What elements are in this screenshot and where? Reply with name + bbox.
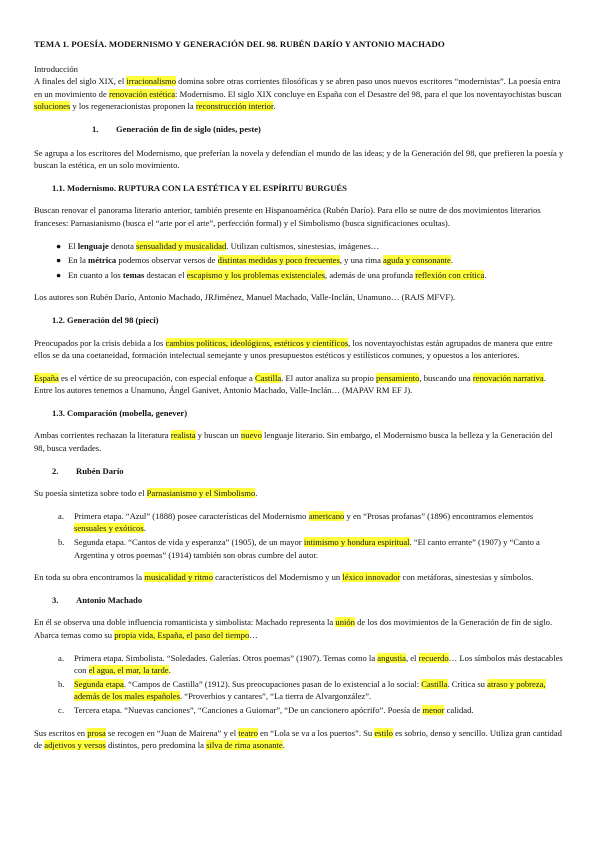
text-run: temas: [122, 269, 145, 280]
text-run: , buscando una: [419, 372, 473, 383]
text-run: y en “Prosas profanas” (1896) encontramos elementos: [344, 510, 534, 521]
list-marker: a.: [58, 652, 64, 663]
text-run: Ambas corrientes rechazan la literatura: [34, 430, 171, 441]
text-run: , y una rima: [339, 255, 384, 266]
text-run: . Utilizan cultismos, sinestesias, imágenes…: [226, 240, 380, 251]
intro-label: Introducción: [34, 63, 78, 74]
highlight: sensuales y exóticos: [74, 523, 144, 534]
section-title: Generación de fin de siglo (nides, peste): [116, 123, 261, 134]
subsection-heading-1-2: 1.2. Generación del 98 (pieci): [52, 314, 159, 325]
text-run: , el: [405, 652, 419, 663]
highlight: el agua, el mar, la tarde: [88, 665, 169, 676]
highlight: recuerdo: [418, 652, 449, 663]
text-run: En él se observa una doble influencia romanticista y simbolista: Machado representa la: [34, 617, 336, 628]
text-run: Sus escritos en: [34, 727, 88, 738]
list-item: [56, 254, 565, 267]
text-run: domina sobre otras corrientes filosóficas y se abren paso unos nuevos escritores “modernistas”. La poesía entra en un movimiento de: [34, 76, 561, 99]
text-run: , los noventayochistas están agrupados de manera que entre ellos se da una coetaneidad, formación intelectual semejante y unos presupuestos estéticos y estilísticos comunes, y opuestos a los anteriores.: [34, 337, 553, 361]
text-run: . “Proverbios y cantares”, “La tierra de Alvargonzález”.: [179, 691, 372, 702]
highlight: escapismo y los problemas existenciales: [186, 269, 326, 280]
bullet-icon: ●: [56, 240, 62, 251]
text-run: es sobrio, denso y sencillo. Utiliza gran cantidad de: [34, 727, 562, 751]
list-item: [58, 704, 565, 717]
list-marker: b.: [58, 678, 65, 689]
highlight: Parnasianismo y el Simbolismo: [146, 488, 256, 499]
highlight: sensualidad y musicalidad: [136, 240, 227, 251]
text-run: En cuanto a los: [68, 269, 123, 280]
section-heading-2: [34, 465, 565, 478]
text-run: En toda su obra encontramos la: [34, 572, 145, 583]
text-run: . El autor analiza su propio: [281, 372, 376, 383]
highlight: renovación narrativa: [472, 372, 544, 383]
text-run: Tercera etapa. “Nuevas canciones”, “Canciones a Guiomar”, “De un cancionero apócrifo”. Poesía de: [74, 704, 423, 715]
highlight: estilo: [374, 727, 393, 738]
highlight: prosa: [87, 727, 106, 738]
text-run: En la: [68, 255, 89, 266]
feature-list: [34, 240, 565, 282]
section-2-paragraph-2: [34, 571, 565, 584]
text-run: .: [282, 740, 285, 751]
text-run: destacan el: [144, 269, 187, 280]
stages-list: [34, 510, 565, 561]
highlight: silva de rima asonante: [206, 740, 283, 751]
authors-line: Los autores son Rubén Darío, Antonio Machado, JRJiménez, Manuel Machado, Valle-Inclán, Unamuno… (RAJS MFVF).: [34, 292, 456, 303]
subsection-heading-1-1: 1.1. Modernismo. RUPTURA CON LA ESTÉTICA Y EL ESPÍRITU BURGUÉS: [52, 182, 347, 193]
text-run: lenguaje literario. Sin embargo, el Modernismo busca la belleza y la Generación del 98, busca verdades.: [34, 430, 553, 454]
highlight: irracionalismo: [126, 76, 177, 87]
list-item: [58, 510, 565, 535]
text-run: , además de una profunda: [325, 269, 416, 280]
highlight: teatro: [238, 727, 258, 738]
text-run: . “El canto errante” (1907) y “Canto a Argentina y otros poemas” (1914) también son obras cumbre del autor.: [74, 537, 540, 560]
highlight: menor: [422, 704, 445, 715]
text-run: . Entre los autores tenemos a Unamuno, Ángel Ganivet, Antonio Machado, Valle-Inclán… (MAPAV RM EF J).: [34, 372, 546, 396]
list-marker: a.: [58, 510, 64, 521]
section-heading-3: [34, 594, 565, 607]
highlight: aguda y consonante: [383, 255, 451, 266]
text-run: Preocupados por la crisis debida a los: [34, 337, 166, 348]
section-1-paragraph: Se agrupa a los escritores del Modernismo, que preferían la novela y defendían el mundo de las ideas; y de la Generación del 98, que prefieren la poesía y buscan la estética, en un solo movimiento.: [34, 147, 564, 171]
text-run: . Crítica su: [447, 678, 488, 689]
text-run: Su poesía sintetiza sobre todo el: [34, 488, 147, 499]
text-run: A finales del siglo XIX, el: [34, 76, 127, 87]
highlight: léxico innovador: [342, 572, 401, 583]
section-heading-1: [34, 123, 565, 136]
text-run: .: [168, 665, 171, 676]
text-run: … Los símbolos más destacables con: [74, 652, 563, 676]
stages-list: [34, 652, 565, 717]
highlight: musicalidad y ritmo: [144, 572, 214, 583]
text-run: .: [273, 101, 276, 112]
text-run: .: [450, 255, 453, 266]
highlight: distintas medidas y poco frecuentes: [217, 255, 340, 266]
highlight: propia vida, España, el paso del tiempo: [114, 630, 250, 640]
text-run: lenguaje: [77, 240, 109, 251]
text-run: El: [68, 240, 78, 251]
highlight: España: [34, 372, 59, 383]
section-number: 1.: [92, 123, 99, 134]
text-run: . “Campos de Castilla” (1912). Sus preocupaciones pasan de lo existencial a lo social:: [123, 678, 422, 689]
highlight: unión: [335, 617, 355, 628]
section-title: Antonio Machado: [76, 594, 143, 605]
text-run: en “Lola se va a los puertos”. Su: [257, 727, 375, 738]
list-item: [58, 678, 565, 703]
text-run: Segunda etapa. “Cantos de vida y esperanza” (1905), de un mayor: [74, 537, 304, 548]
text-run: es el vértice de su preocupación, con especial enfoque a: [58, 372, 255, 383]
list-marker: b.: [58, 537, 65, 548]
text-run: podemos observar versos de: [116, 255, 218, 266]
text-run: .: [143, 523, 146, 534]
highlight: nuevo: [240, 430, 262, 441]
text-run: métrica: [88, 255, 117, 266]
list-item: [58, 536, 565, 561]
section-number: 3.: [52, 594, 59, 605]
text-run: distintos, pero predomina la: [105, 740, 207, 751]
highlight: reconstrucción interior: [195, 101, 274, 112]
list-item: [56, 269, 565, 282]
text-run: de los dos movimientos de la Generación de fin de siglo. Abarca temas como su: [34, 617, 553, 640]
highlight: cambios políticos, ideológicos, estéticos y científicos: [165, 337, 349, 348]
highlight: pensamiento: [375, 372, 420, 383]
bullet-icon: ●: [56, 255, 62, 266]
intro-paragraph: [34, 75, 565, 113]
highlight: atraso y pobreza, además de los males españoles: [74, 678, 546, 702]
highlight: adjetivos y versos: [44, 740, 106, 751]
section-1-3-paragraph: [34, 429, 565, 454]
text-run: característicos del Modernismo y un: [213, 572, 343, 583]
bullet-icon: ●: [56, 269, 62, 280]
section-1-2-paragraph-2: [34, 372, 565, 397]
section-2-paragraph: [34, 487, 565, 500]
section-3-final-paragraph: [34, 727, 565, 752]
text-run: Primera etapa. Simbolista. “Soledades. Galerías. Otros poemas” (1907). Temas como la: [74, 652, 378, 663]
text-run: con metáforas, sinestesias y símbolos.: [400, 572, 534, 583]
text-run: .: [484, 269, 487, 280]
highlight: angustia: [377, 652, 406, 663]
highlight: renovación estética: [108, 88, 176, 99]
page-title: TEMA 1. POESÍA. MODERNISMO Y GENERACIÓN DEL 98. RUBÉN DARÍO Y ANTONIO MACHADO: [34, 39, 445, 49]
highlight: soluciones: [34, 101, 71, 112]
highlight: realista: [170, 430, 196, 441]
list-item: [56, 240, 565, 253]
list-item: [58, 652, 565, 677]
text-run: .: [255, 488, 258, 499]
section-3-paragraph: [34, 616, 565, 641]
text-run: : Modernismo. El siglo XIX concluye en España con el Desastre del 98, para el que los noventayochistas buscan: [175, 88, 562, 99]
text-run: …: [249, 630, 258, 640]
list-marker: c.: [58, 704, 64, 715]
highlight: Castilla: [421, 678, 448, 689]
section-1-1-paragraph: Buscan renovar el panorama literario anterior, también presente en Hispanoamérica (Rubén Darío). Para ello se nutre de dos movimientos literarios franceses: Parnasianismo (busca el “arte por el arte”, perfección formal) y el Simbolismo (busca significaciones ocultas).: [34, 205, 541, 228]
section-number: 2.: [52, 465, 59, 476]
section-title: Rubén Darío: [76, 465, 124, 476]
section-1-2-paragraph: [34, 337, 565, 362]
highlight: Segunda etapa: [74, 678, 124, 689]
highlight: americano: [308, 510, 345, 521]
highlight: intimismo y hondura espiritual: [303, 537, 410, 548]
text-run: Primera etapa. “Azul” (1888) posee características del Modernismo: [74, 510, 309, 521]
text-run: y los regeneracionistas proponen la: [70, 101, 196, 112]
text-run: denota: [108, 240, 137, 251]
highlight: Castilla: [254, 372, 282, 383]
subsection-heading-1-3: 1.3. Comparación (mobella, genever): [52, 407, 188, 418]
text-run: y buscan un: [195, 430, 241, 441]
text-run: calidad.: [444, 704, 474, 715]
text-run: se recogen en “Juan de Mairena” y el: [105, 727, 239, 738]
highlight: reflexión con crítica: [415, 269, 485, 280]
